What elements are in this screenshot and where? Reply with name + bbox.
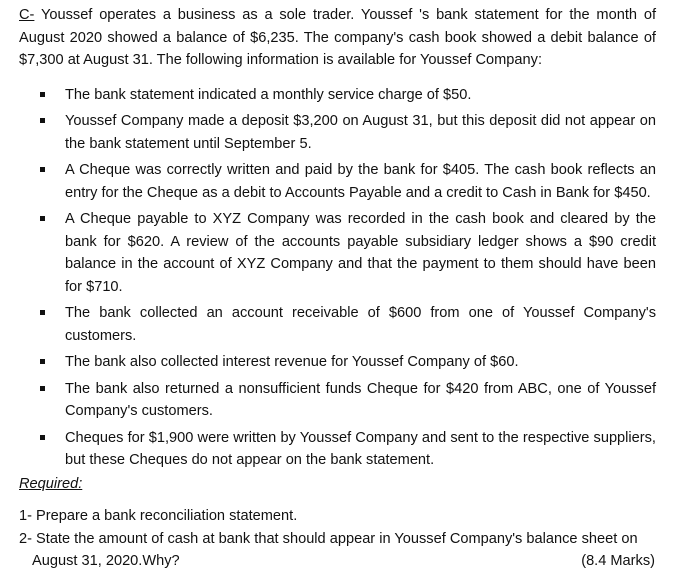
- list-item: A Cheque payable to XYZ Company was recorded in the cash book and cleared by the bank for $620. A review of the accounts payable subsidiary ledger shows a $90 credit balance in the account of XYZ Company and that the payment to them should have been for $710.: [65, 208, 656, 298]
- marks-label: (8.4 Marks): [581, 553, 655, 569]
- question-2-line-1: 2- State the amount of cash at bank that should appear in Youssef Company's balance sheet on: [19, 530, 638, 547]
- list-item: The bank statement indicated a monthly service charge of $50.: [65, 84, 656, 107]
- intro-paragraph: [19, 4, 656, 72]
- question-label: C-: [19, 7, 35, 23]
- list-item: The bank also collected interest revenue for Youssef Company of $60.: [65, 351, 656, 374]
- list-item: A Cheque was correctly written and paid by the bank for $405. The cash book reflects an entry for the Cheque as a debit to Accounts Payable and a credit to Cash in Bank for $450.: [65, 159, 656, 204]
- question-2: [19, 528, 656, 573]
- question-1: 1- Prepare a bank reconciliation statement.: [19, 508, 298, 524]
- list-item: The bank also returned a nonsufficient funds Cheque for $420 from ABC, one of Youssef Company's customers.: [65, 378, 656, 423]
- list-item: Cheques for $1,900 were written by Youssef Company and sent to the respective suppliers, but these Cheques do not appear on the bank statement.: [65, 427, 656, 472]
- question-2-line-2: August 31, 2020.Why?: [32, 553, 180, 569]
- intro-text: Youssef operates a business as a sole trader. Youssef 's bank statement for the month of August 2020 showed a balance of $6,235. The company's cash book showed a debit balance of $7,300 at August 31. The following information is available for Youssef Company:: [19, 7, 656, 68]
- list-item: The bank collected an account receivable of $600 from one of Youssef Company's customers.: [65, 302, 656, 347]
- required-heading: Required:: [19, 475, 83, 492]
- list-item: Youssef Company made a deposit $3,200 on August 31, but this deposit did not appear on the bank statement until September 5.: [65, 110, 656, 155]
- information-list: [19, 84, 656, 472]
